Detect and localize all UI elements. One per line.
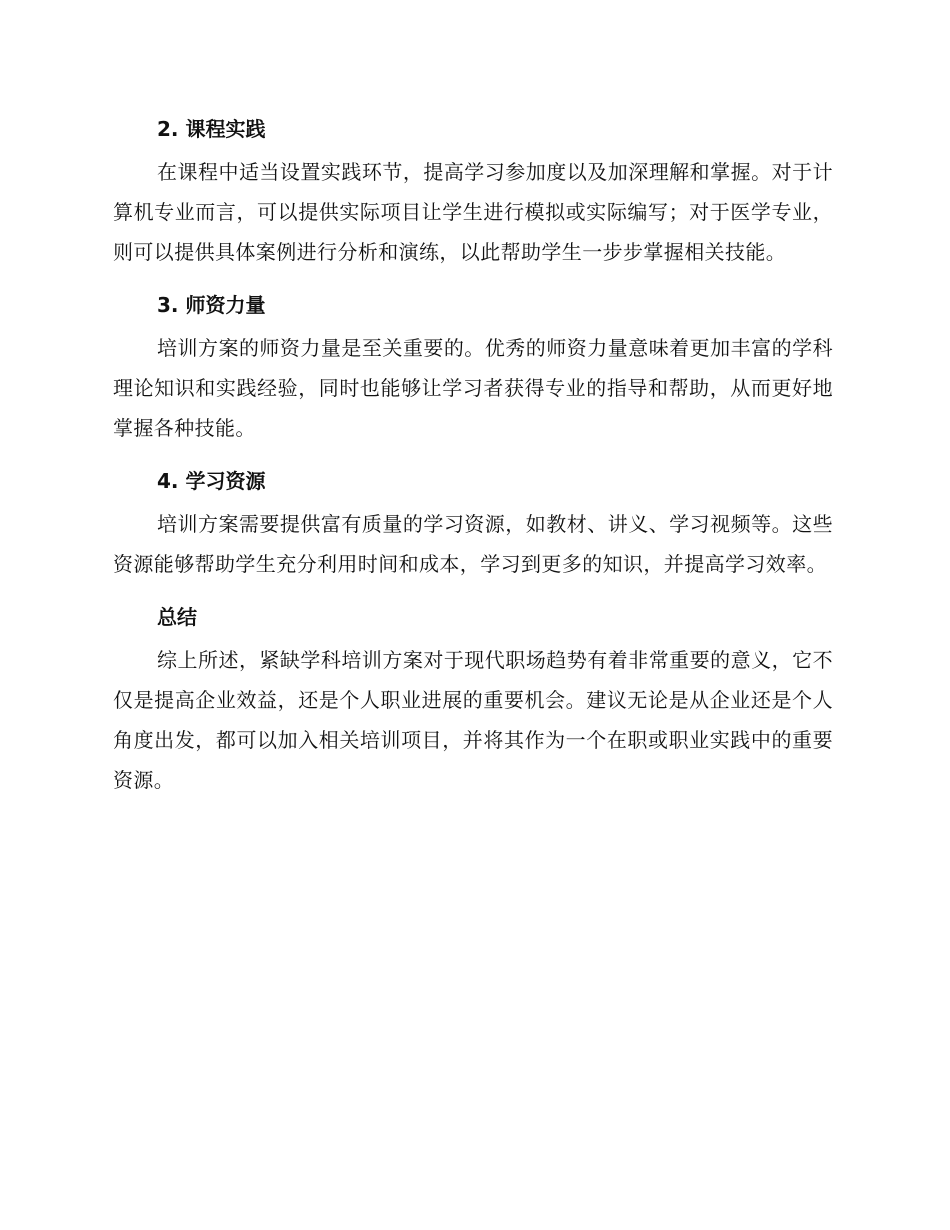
section-paragraph-faculty: 培训方案的师资力量是至关重要的。优秀的师资力量意味着更加丰富的学科理论知识和实践经验，同时也能够让学习者获得专业的指导和帮助，从而更好地掌握各种技能。	[113, 336, 833, 440]
section-heading-learning-resources: 4. 学习资源	[157, 469, 266, 493]
section-paragraph-summary: 综上所述，紧缺学科培训方案对于现代职场趋势有着非常重要的意义，它不仅是提高企业效益，还是个人职业进展的重要机会。建议无论是从企业还是个人角度出发，都可以加入相关培训项目，并将其作为一个在职或职业实践中的重要资源。	[113, 648, 833, 792]
section-paragraph-course-practice: 在课程中适当设置实践环节，提高学习参加度以及加深理解和掌握。对于计算机专业而言，可以提供实际项目让学生进行模拟或实际编写；对于医学专业，则可以提供具体案例进行分析和演练，以此帮助学生一步步掌握相关技能。	[113, 160, 833, 264]
section-heading-course-practice: 2. 课程实践	[157, 117, 266, 141]
section-heading-faculty: 3. 师资力量	[157, 293, 266, 317]
section-paragraph-learning-resources: 培训方案需要提供富有质量的学习资源，如教材、讲义、学习视频等。这些资源能够帮助学生充分利用时间和成本，学习到更多的知识，并提高学习效率。	[113, 512, 833, 576]
section-heading-summary: 总结	[157, 605, 197, 629]
document-page	[113, 106, 833, 810]
